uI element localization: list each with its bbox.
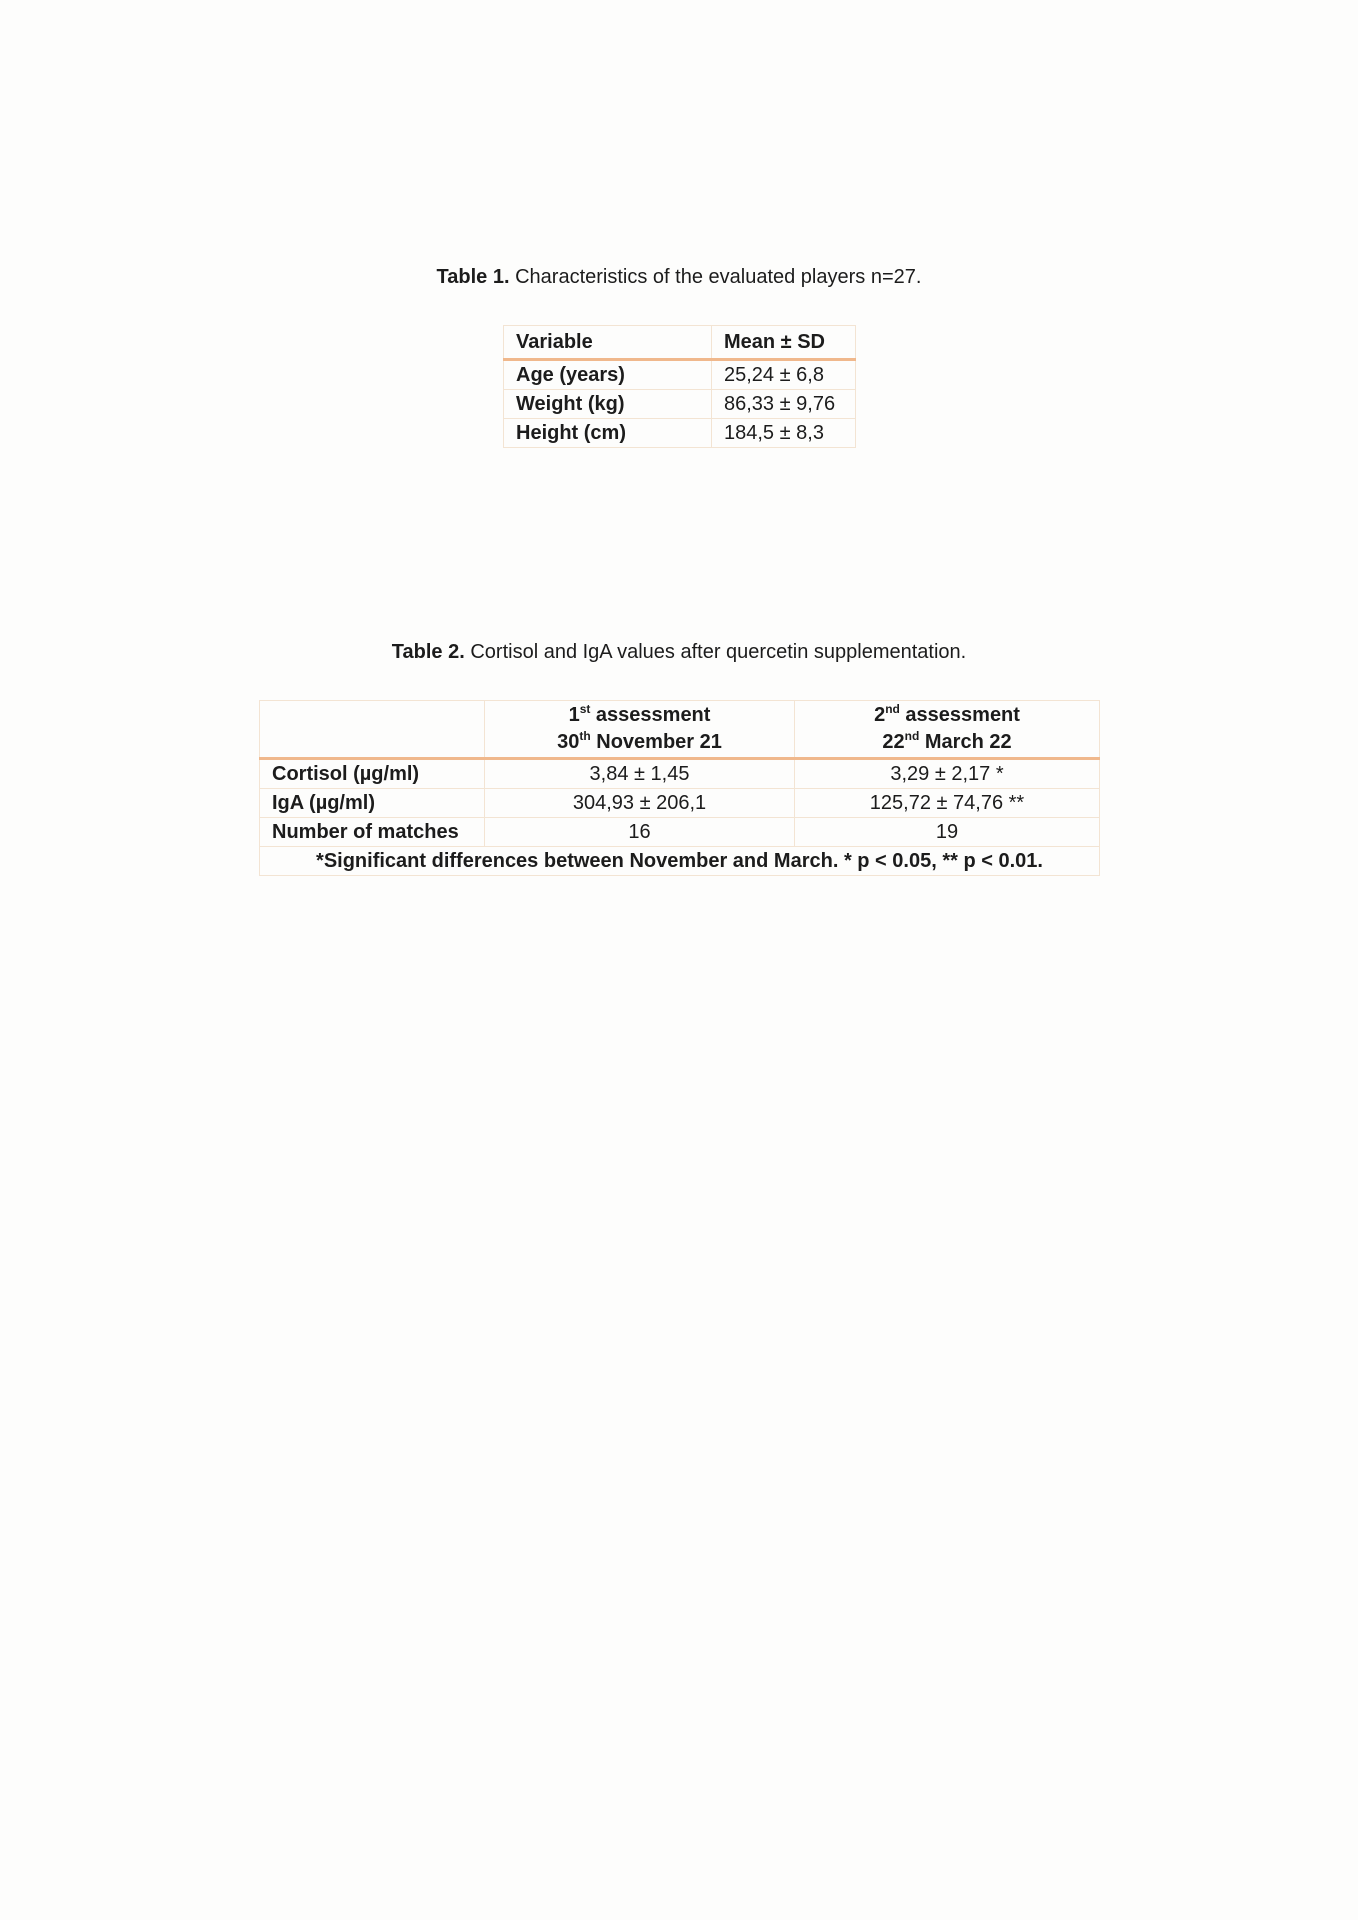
table-row [504, 360, 856, 390]
table1-caption [0, 266, 1358, 289]
table-row [260, 759, 1100, 789]
header-date-day: 22 [882, 731, 905, 753]
header-date-day: 30 [557, 731, 580, 753]
table2-header-second-assessment [795, 701, 1100, 759]
table2-first-value: 3,84 ± 1,45 [485, 759, 795, 789]
table2-second-value: 19 [795, 818, 1100, 847]
table1 [503, 325, 856, 448]
header-ordinal: 1 [568, 704, 580, 726]
table1-header-variable: Variable [504, 326, 712, 360]
table2-header-empty [260, 701, 485, 759]
table2-first-value: 304,93 ± 206,1 [485, 789, 795, 818]
header-title: assessment [590, 704, 711, 726]
table-row [260, 789, 1100, 818]
table1-value: 86,33 ± 9,76 [712, 390, 856, 419]
table2-header-row [260, 701, 1100, 759]
table2-second-value: 3,29 ± 2,17 * [795, 759, 1100, 789]
header-ordinal-suffix: nd [885, 702, 900, 716]
header-date-rest: March 22 [919, 731, 1012, 753]
table1-header-row [504, 326, 856, 360]
header-ordinal: 2 [874, 704, 886, 726]
table2-row-label: Number of matches [260, 818, 485, 847]
table1-header-mean-sd: Mean ± SD [712, 326, 856, 360]
table-row [260, 818, 1100, 847]
table2 [259, 700, 1100, 876]
header-date-suffix: nd [904, 729, 920, 743]
table1-variable: Weight (kg) [504, 390, 712, 419]
header-date-suffix: th [579, 729, 591, 743]
header-date-rest: November 21 [590, 731, 722, 753]
header-ordinal-suffix: st [579, 702, 591, 716]
table2-caption [0, 641, 1358, 664]
table1-value: 25,24 ± 6,8 [712, 360, 856, 390]
table2-row-label: Cortisol (µg/ml) [260, 759, 485, 789]
table2-header-first-assessment [485, 701, 795, 759]
table1-variable: Height (cm) [504, 419, 712, 448]
table1-caption-label: Table 1. [436, 266, 510, 288]
table2-footnote: *Significant differences between November and March. * p < 0.05, ** p < 0.01. [260, 847, 1100, 876]
table1-caption-text: Characteristics of the evaluated players n=27. [509, 266, 922, 288]
header-title: assessment [899, 704, 1020, 726]
table2-row-label: IgA (µg/ml) [260, 789, 485, 818]
table2-caption-label: Table 2. [391, 641, 465, 663]
table-row [504, 419, 856, 448]
table-row [504, 390, 856, 419]
table1-value: 184,5 ± 8,3 [712, 419, 856, 448]
table2-caption-text: Cortisol and IgA values after quercetin supplementation. [464, 641, 967, 663]
table1-variable: Age (years) [504, 360, 712, 390]
table2-footnote-row [260, 847, 1100, 876]
table2-second-value: 125,72 ± 74,76 ** [795, 789, 1100, 818]
table2-first-value: 16 [485, 818, 795, 847]
